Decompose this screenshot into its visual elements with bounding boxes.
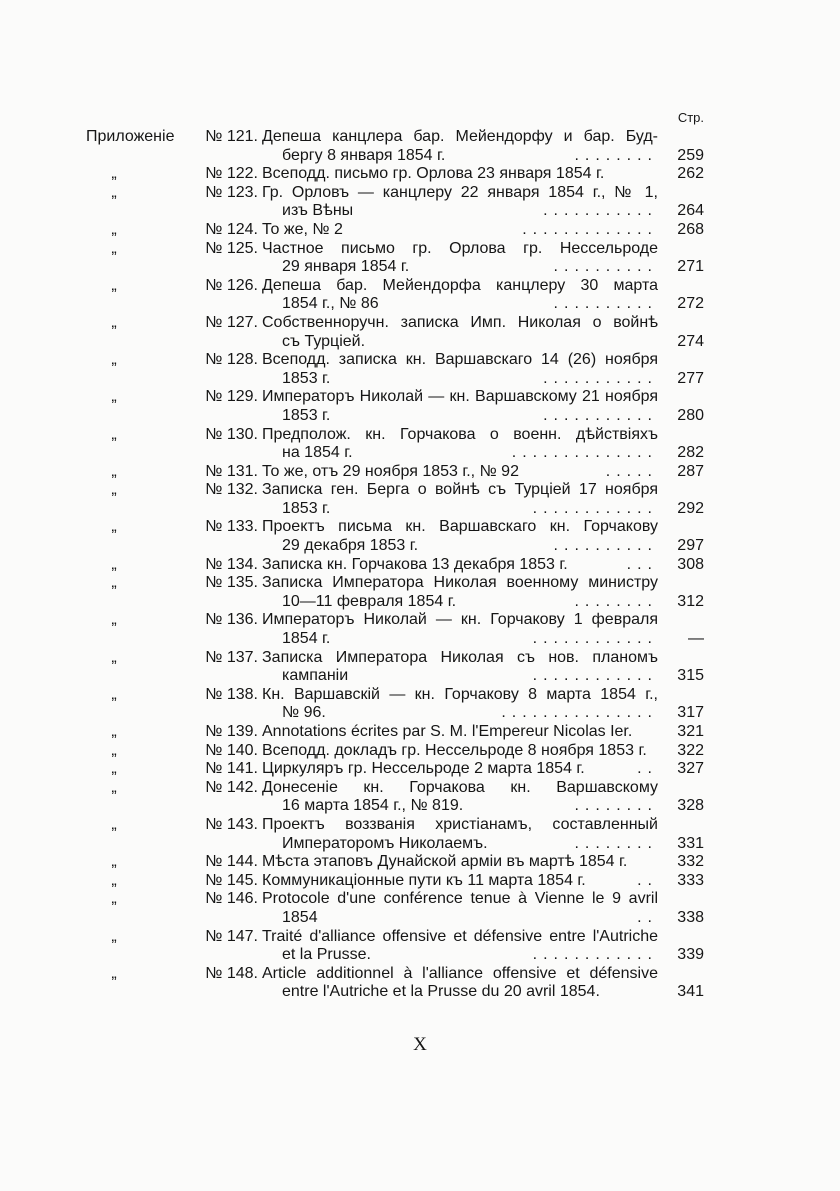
ditto-mark: „ — [111, 853, 117, 871]
entry-title: Мѣста этаповъ Дунайской арміи въ мартѣ 1854 г. — [262, 853, 628, 871]
entry-title: 1854 г., № 86 — [282, 295, 379, 313]
dot-leader: ........... — [543, 406, 658, 424]
ditto-mark: „ — [111, 741, 117, 759]
dot-leader: ........ — [574, 146, 658, 164]
toc-line — [86, 983, 706, 1002]
page-number: 297 — [677, 537, 704, 555]
toc-entry — [86, 463, 706, 482]
ditto-mark: „ — [111, 760, 117, 778]
entry-title: То же, № 2 — [262, 220, 343, 238]
toc-line — [86, 835, 706, 854]
toc-line — [86, 872, 706, 891]
toc-line — [86, 481, 706, 500]
toc-entry — [86, 277, 706, 314]
page-number: — — [688, 630, 704, 648]
page-number: 328 — [677, 797, 704, 815]
toc-line — [86, 333, 706, 352]
toc-line — [86, 611, 706, 630]
toc-line — [86, 630, 706, 649]
toc-entry — [86, 556, 706, 575]
entry-title: Всеподд. докладъ гр. Нессельроде 8 ноября 1853 г. — [262, 741, 647, 759]
toc-line — [86, 723, 706, 742]
toc-line — [86, 816, 706, 835]
page-number: 331 — [677, 834, 704, 852]
entry-title: № 96. — [282, 704, 326, 722]
entry-number: № 147. — [205, 927, 258, 945]
entry-number: № 129. — [205, 388, 258, 406]
toc-entry — [86, 816, 706, 853]
toc-line — [86, 946, 706, 965]
entry-title: 10—11 февраля 1854 г. — [282, 592, 457, 610]
entry-title: 1854 — [282, 908, 318, 926]
ditto-mark: „ — [111, 611, 117, 629]
entry-title: 1853 г. — [282, 369, 331, 387]
toc-line — [86, 797, 706, 816]
entry-number: № 140. — [205, 741, 258, 759]
ditto-mark: „ — [111, 574, 117, 592]
toc-line — [86, 221, 706, 240]
dot-leader: .. — [637, 871, 658, 889]
page-number: 317 — [677, 704, 704, 722]
toc-line — [86, 742, 706, 761]
entry-title: entre l'Autriche et la Prusse du 20 avril 1854. — [282, 983, 600, 1001]
toc-entry — [86, 965, 706, 1002]
entry-number: № 135. — [205, 574, 258, 592]
toc-line — [86, 407, 706, 426]
entry-title: Traité d'alliance offensive et défensive entre l'Autriche — [262, 927, 658, 945]
toc-entry — [86, 165, 706, 184]
entry-title: Коммуникаціонные пути къ 11 марта 1854 г. — [262, 871, 586, 889]
toc-line — [86, 556, 706, 575]
dot-leader: .......... — [553, 258, 658, 276]
page-column-header: Стр. — [677, 110, 704, 125]
page-number: 308 — [677, 555, 704, 573]
entry-title: кампаніи — [282, 667, 349, 685]
page-number: 282 — [677, 444, 704, 462]
entry-number: № 145. — [205, 871, 258, 889]
toc-entry — [86, 240, 706, 277]
entry-title: 1853 г. — [282, 499, 331, 517]
table-of-contents — [86, 128, 706, 1002]
entry-title: Проектъ письма кн. Варшавскаго кн. Горчакову — [262, 518, 658, 536]
ditto-mark: „ — [111, 778, 117, 796]
page-number: 327 — [677, 760, 704, 778]
ditto-mark: „ — [111, 555, 117, 573]
page-number: 271 — [677, 258, 704, 276]
page-folio: X — [413, 1034, 427, 1055]
page-number: 287 — [677, 462, 704, 480]
toc-line — [86, 165, 706, 184]
entry-title: 1854 г. — [282, 630, 331, 648]
entry-number: № 142. — [205, 778, 258, 796]
entry-title: Кн. Варшавскій — кн. Горчакову 8 марта 1854 г., — [262, 685, 658, 703]
entry-number: № 125. — [205, 239, 258, 257]
toc-line — [86, 500, 706, 519]
entry-number: № 136. — [205, 611, 258, 629]
dot-leader: .. — [637, 908, 658, 926]
entry-title: съ Турціей. — [282, 332, 366, 350]
toc-line — [86, 258, 706, 277]
ditto-mark: „ — [111, 220, 117, 238]
toc-entry — [86, 184, 706, 221]
entry-number: № 148. — [205, 964, 258, 982]
toc-entry — [86, 872, 706, 891]
entry-title: на 1854 г. — [282, 444, 353, 462]
entry-title: Императоръ Николай — кн. Горчакову 1 февраля — [262, 611, 658, 629]
ditto-mark: „ — [111, 890, 117, 908]
dot-leader: ..... — [605, 462, 658, 480]
toc-line — [86, 295, 706, 314]
dot-leader: .......... — [553, 295, 658, 313]
ditto-mark: „ — [111, 388, 117, 406]
toc-entry — [86, 742, 706, 761]
toc-line — [86, 965, 706, 984]
entry-title: изъ Вѣны — [282, 202, 354, 220]
toc-line — [86, 593, 706, 612]
dot-leader: ........ — [574, 834, 658, 852]
toc-entry — [86, 128, 706, 165]
entry-title: Депеша бар. Мейендорфа канцлеру 30 марта — [262, 276, 658, 294]
entry-title: Protocole d'une conférence tenue à Vienne le 9 avril — [262, 890, 658, 908]
toc-entry — [86, 351, 706, 388]
toc-line — [86, 128, 706, 147]
toc-line — [86, 314, 706, 333]
toc-entry — [86, 853, 706, 872]
toc-entry — [86, 481, 706, 518]
toc-entry — [86, 314, 706, 351]
entry-title: Проектъ воззванія христіанамъ, составленный — [262, 815, 658, 833]
entry-number: № 126. — [205, 276, 258, 294]
toc-line — [86, 388, 706, 407]
entry-number: № 137. — [205, 648, 258, 666]
page-number: 312 — [677, 592, 704, 610]
entry-number: № 134. — [205, 555, 258, 573]
ditto-mark: „ — [111, 276, 117, 294]
toc-line — [86, 779, 706, 798]
entry-title: 16 марта 1854 г., № 819. — [282, 797, 464, 815]
ditto-mark: „ — [111, 239, 117, 257]
toc-entry — [86, 426, 706, 463]
page-number: 280 — [677, 406, 704, 424]
toc-line — [86, 537, 706, 556]
toc-entry — [86, 574, 706, 611]
entry-title: Донесеніе кн. Горчакова кн. Варшавскому — [262, 778, 658, 796]
toc-line — [86, 444, 706, 463]
entry-number: № 133. — [205, 518, 258, 536]
entry-number: № 143. — [205, 815, 258, 833]
toc-line — [86, 277, 706, 296]
entry-title: Записка Императора Николая военному министру — [262, 574, 658, 592]
toc-line — [86, 518, 706, 537]
entry-title: То же, отъ 29 ноября 1853 г., № 92 — [262, 462, 519, 480]
dot-leader: .............. — [511, 444, 658, 462]
entry-number: № 132. — [205, 481, 258, 499]
toc-line — [86, 184, 706, 203]
dot-leader: ........... — [543, 369, 658, 387]
ditto-mark: „ — [111, 964, 117, 982]
dot-leader: ........ — [574, 592, 658, 610]
toc-line — [86, 890, 706, 909]
toc-entry — [86, 890, 706, 927]
entry-title: Депеша канцлера бар. Мейендорфу и бар. Буд- — [262, 128, 658, 145]
entry-title: 29 декабря 1853 г. — [282, 537, 419, 555]
entry-title: бергу 8 января 1854 г. — [282, 146, 446, 164]
entry-title: Записка кн. Горчакова 13 декабря 1853 г. — [262, 555, 568, 573]
dot-leader: ........... — [543, 202, 658, 220]
appendix-label: Приложеніе — [86, 128, 175, 145]
ditto-mark: „ — [111, 871, 117, 889]
entry-number: № 131. — [205, 462, 258, 480]
toc-entry — [86, 760, 706, 779]
entry-title: et la Prusse. — [282, 946, 371, 964]
dot-leader: ............ — [532, 630, 658, 648]
entry-number: № 130. — [205, 425, 258, 443]
entry-title: Собственноручн. записка Имп. Николая о войнѣ — [262, 313, 658, 331]
ditto-mark: „ — [111, 183, 117, 201]
dot-leader: .......... — [553, 537, 658, 555]
dot-leader: ............. — [522, 220, 658, 238]
entry-title: Гр. Орловъ — канцлеру 22 января 1854 г., № 1, — [262, 183, 658, 201]
dot-leader: .. — [637, 760, 658, 778]
entry-number: № 122. — [205, 165, 258, 183]
ditto-mark: „ — [111, 927, 117, 945]
page-number: 264 — [677, 202, 704, 220]
entry-title: Annotations écrites par S. M. l'Empereur Nicolas Ier. — [262, 723, 633, 740]
page-number: 272 — [677, 295, 704, 313]
entry-number: № 141. — [205, 760, 258, 778]
toc-line — [86, 240, 706, 259]
toc-entry — [86, 928, 706, 965]
page-number: 321 — [677, 723, 704, 740]
toc-entry — [86, 649, 706, 686]
entry-number: № 128. — [205, 351, 258, 369]
page-number: 268 — [677, 220, 704, 238]
entry-number: № 139. — [205, 723, 258, 740]
entry-title: Всеподд. письмо гр. Орлова 23 января 1854 г. — [262, 165, 605, 183]
toc-line — [86, 667, 706, 686]
toc-line — [86, 202, 706, 221]
entry-title: Записка ген. Берга о войнѣ съ Турціей 17 ноября — [262, 481, 658, 499]
toc-entry — [86, 723, 706, 742]
toc-line — [86, 370, 706, 389]
entry-title: Частное письмо гр. Орлова гр. Нессельроде — [262, 239, 658, 257]
toc-line — [86, 426, 706, 445]
toc-line — [86, 351, 706, 370]
entry-title: Записка Императора Николая съ нов. планомъ — [262, 648, 658, 666]
toc-entry — [86, 388, 706, 425]
dot-leader: ............ — [532, 667, 658, 685]
dot-leader: ... — [626, 555, 658, 573]
dot-leader: ............ — [532, 946, 658, 964]
entry-title: Императоромъ Николаемъ. — [282, 834, 488, 852]
ditto-mark: „ — [111, 723, 117, 740]
toc-entry — [86, 518, 706, 555]
entry-title: Императоръ Николай — кн. Варшавскому 21 ноября — [262, 388, 658, 406]
page-number: 333 — [677, 871, 704, 889]
toc-line — [86, 909, 706, 928]
ditto-mark: „ — [111, 685, 117, 703]
page-number: 292 — [677, 499, 704, 517]
dot-leader: ........ — [574, 797, 658, 815]
ditto-mark: „ — [111, 648, 117, 666]
ditto-mark: „ — [111, 518, 117, 536]
toc-line — [86, 574, 706, 593]
toc-entry — [86, 611, 706, 648]
page-number: 338 — [677, 908, 704, 926]
page-number: 274 — [677, 332, 704, 350]
ditto-mark: „ — [111, 351, 117, 369]
toc-line — [86, 649, 706, 668]
entry-title: Циркуляръ гр. Нессельроде 2 марта 1854 г. — [262, 760, 585, 778]
page-number: 259 — [677, 146, 704, 164]
page-number: 341 — [677, 983, 704, 1001]
entry-number: № 123. — [205, 183, 258, 201]
toc-line — [86, 853, 706, 872]
toc-entry — [86, 221, 706, 240]
toc-line — [86, 147, 706, 166]
entry-number: № 138. — [205, 685, 258, 703]
entry-number: № 144. — [205, 853, 258, 871]
ditto-mark: „ — [111, 165, 117, 183]
toc-line — [86, 760, 706, 779]
toc-line — [86, 704, 706, 723]
ditto-mark: „ — [111, 462, 117, 480]
entry-title: Article additionnel à l'alliance offensive et défensive — [262, 964, 658, 982]
toc-line — [86, 463, 706, 482]
page-number: 315 — [677, 667, 704, 685]
toc-line — [86, 686, 706, 705]
entry-number: № 121. — [205, 128, 258, 145]
dot-leader: ............ — [532, 499, 658, 517]
ditto-mark: „ — [111, 815, 117, 833]
ditto-mark: „ — [111, 481, 117, 499]
entry-title: Всеподд. записка кн. Варшавскаго 14 (26) ноября — [262, 351, 658, 369]
entry-number: № 127. — [205, 313, 258, 331]
entry-title: 1853 г. — [282, 406, 331, 424]
toc-line — [86, 928, 706, 947]
ditto-mark: „ — [111, 313, 117, 331]
toc-entry — [86, 686, 706, 723]
toc-entry — [86, 779, 706, 816]
page-number: 322 — [677, 741, 704, 759]
entry-title: 29 января 1854 г. — [282, 258, 410, 276]
page-number: 339 — [677, 946, 704, 964]
page-number: 332 — [677, 853, 704, 871]
entry-number: № 124. — [205, 220, 258, 238]
entry-number: № 146. — [205, 890, 258, 908]
page-number: 262 — [677, 165, 704, 183]
entry-title: Предполож. кн. Горчакова о военн. дѣйствіяхъ — [262, 425, 658, 443]
ditto-mark: „ — [111, 425, 117, 443]
page-number: 277 — [677, 369, 704, 387]
dot-leader: ............... — [501, 704, 658, 722]
